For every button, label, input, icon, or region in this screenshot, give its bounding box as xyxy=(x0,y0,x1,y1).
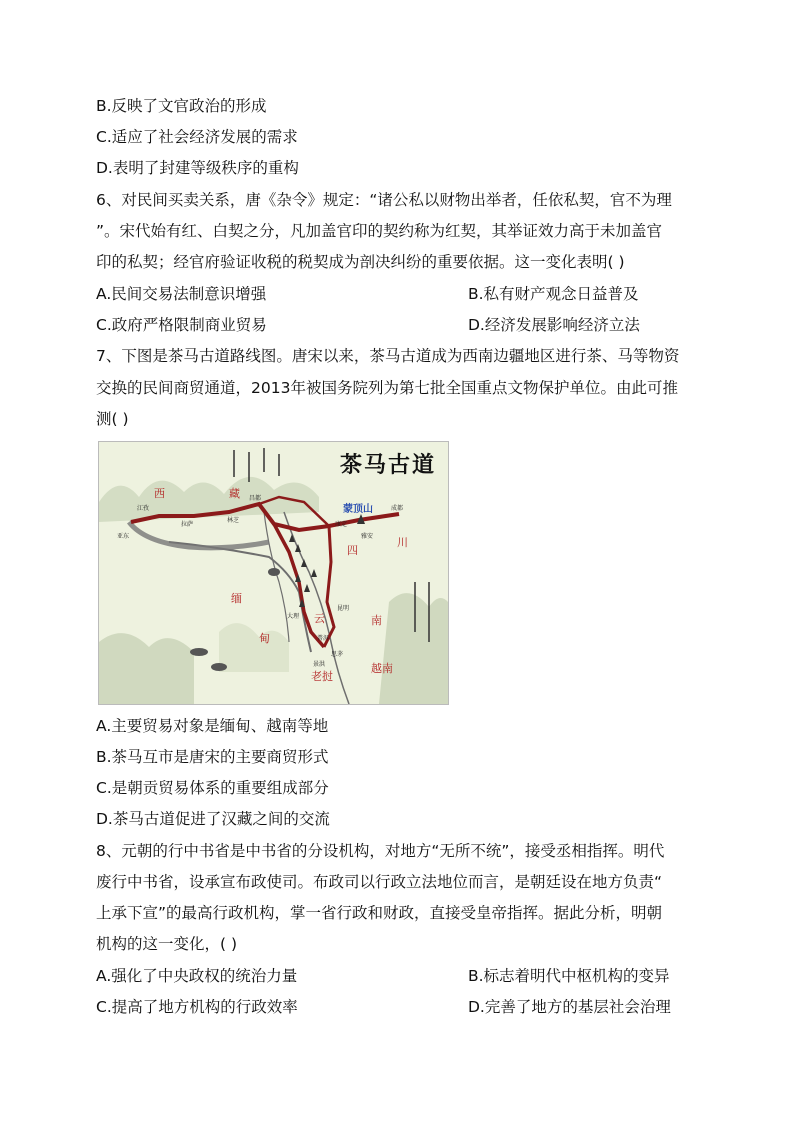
q6-stem-line-2: ”。宋代始有红、白契之分，凡加盖官印的契约称为红契，其举证效力高于未加盖官 xyxy=(96,222,663,240)
region-dian: 甸 xyxy=(259,632,270,645)
place-kangding: 康定 xyxy=(335,521,348,528)
place-dali: 大理 xyxy=(287,613,300,620)
region-chuan: 川 xyxy=(397,536,408,549)
region-zang: 藏 xyxy=(229,487,240,500)
region-mian: 缅 xyxy=(231,592,242,605)
q7-stem-line-1: 7、下图是茶马古道路线图。唐宋以来，茶马古道成为西南边疆地区进行茶、马等物资 xyxy=(96,347,680,365)
q7-stem-line-3: 测( ) xyxy=(96,410,129,428)
q8-stem-line-3: 上承下宣”的最高行政机构，掌一省行政和财政，直接受皇帝指挥。据此分析，明朝 xyxy=(96,904,663,922)
q7-option-d: D.茶马古道促进了汉藏之间的交流 xyxy=(96,810,330,828)
q6-stem-line-3: 印的私契；经官府验证收税的税契成为剖决纠纷的重要依据。这一变化表明( ) xyxy=(96,253,625,271)
place-lasa: 拉萨 xyxy=(181,521,194,528)
place-simao: 思茅 xyxy=(331,651,344,658)
q6-option-row-2 xyxy=(96,315,640,335)
region-vietnam: 越南 xyxy=(371,662,393,675)
q8-option-b: B.标志着明代中枢机构的变异 xyxy=(468,967,670,985)
q8-option-row-1 xyxy=(96,966,670,986)
q6-option-d: D.经济发展影响经济立法 xyxy=(468,316,640,334)
tea-horse-road-map xyxy=(98,441,449,705)
region-si: 四 xyxy=(347,544,358,557)
q6-option-b: B.私有财产观念日益普及 xyxy=(468,285,639,303)
place-yaan: 雅安 xyxy=(361,533,374,540)
q6-stem-line-1: 6、对民间买卖关系，唐《杂令》规定：“诸公私以财物出举者，任依私契，官不为理 xyxy=(96,191,672,209)
place-changdu: 昌都 xyxy=(249,495,262,502)
q7-option-b: B.茶马互市是唐宋的主要商贸形式 xyxy=(96,748,329,766)
map-title: 茶马古道 xyxy=(339,452,436,478)
place-chengdu: 成都 xyxy=(391,505,404,512)
q7-option-c: C.是朝贡贸易体系的重要组成部分 xyxy=(96,779,329,797)
q6-option-c: C.政府严格限制商业贸易 xyxy=(96,316,267,334)
map-drawing xyxy=(99,442,448,704)
place-kunming: 昆明 xyxy=(337,605,350,612)
region-yun: 云 xyxy=(314,612,325,625)
q8-option-row-2 xyxy=(96,997,671,1017)
q7-stem-line-2: 交换的民间商贸通道，2013年被国务院列为第七批全国重点文物保护单位。由此可推 xyxy=(96,379,678,397)
region-xi: 西 xyxy=(154,487,165,500)
place-puer: 普洱 xyxy=(317,635,330,642)
q8-option-c: C.提高了地方机构的行政效率 xyxy=(96,998,298,1016)
place-linzhi: 林芝 xyxy=(227,517,240,524)
place-yadong: 亚东 xyxy=(117,533,130,540)
q8-option-d: D.完善了地方的基层社会治理 xyxy=(468,998,671,1016)
q6-option-a: A.民间交易法制意识增强 xyxy=(96,285,267,303)
region-nan: 南 xyxy=(371,614,382,627)
region-laos: 老挝 xyxy=(311,670,333,683)
q5-option-d: D.表明了封建等级秩序的重构 xyxy=(96,159,299,177)
q7-option-a: A.主要贸易对象是缅甸、越南等地 xyxy=(96,717,329,735)
place-jinghong: 景洪 xyxy=(313,661,326,668)
q5-option-b: B.反映了文官政治的形成 xyxy=(96,97,267,115)
q8-stem-line-4: 机构的这一变化，( ) xyxy=(96,935,238,953)
q8-stem-line-1: 8、元朝的行中书省是中书省的分设机构，对地方“无所不统”，接受丞相指挥。明代 xyxy=(96,842,665,860)
place-jiangzi: 江孜 xyxy=(137,505,150,512)
q5-option-c: C.适应了社会经济发展的需求 xyxy=(96,128,298,146)
q6-option-row-1 xyxy=(96,284,639,304)
q8-option-a: A.强化了中央政权的统治力量 xyxy=(96,967,298,985)
q8-stem-line-2: 废行中书省，设承宣布政使司。布政司以行政立法地位而言，是朝廷设在地方负责“ xyxy=(96,873,663,891)
place-mengdingshan: 蒙顶山 xyxy=(343,504,373,515)
